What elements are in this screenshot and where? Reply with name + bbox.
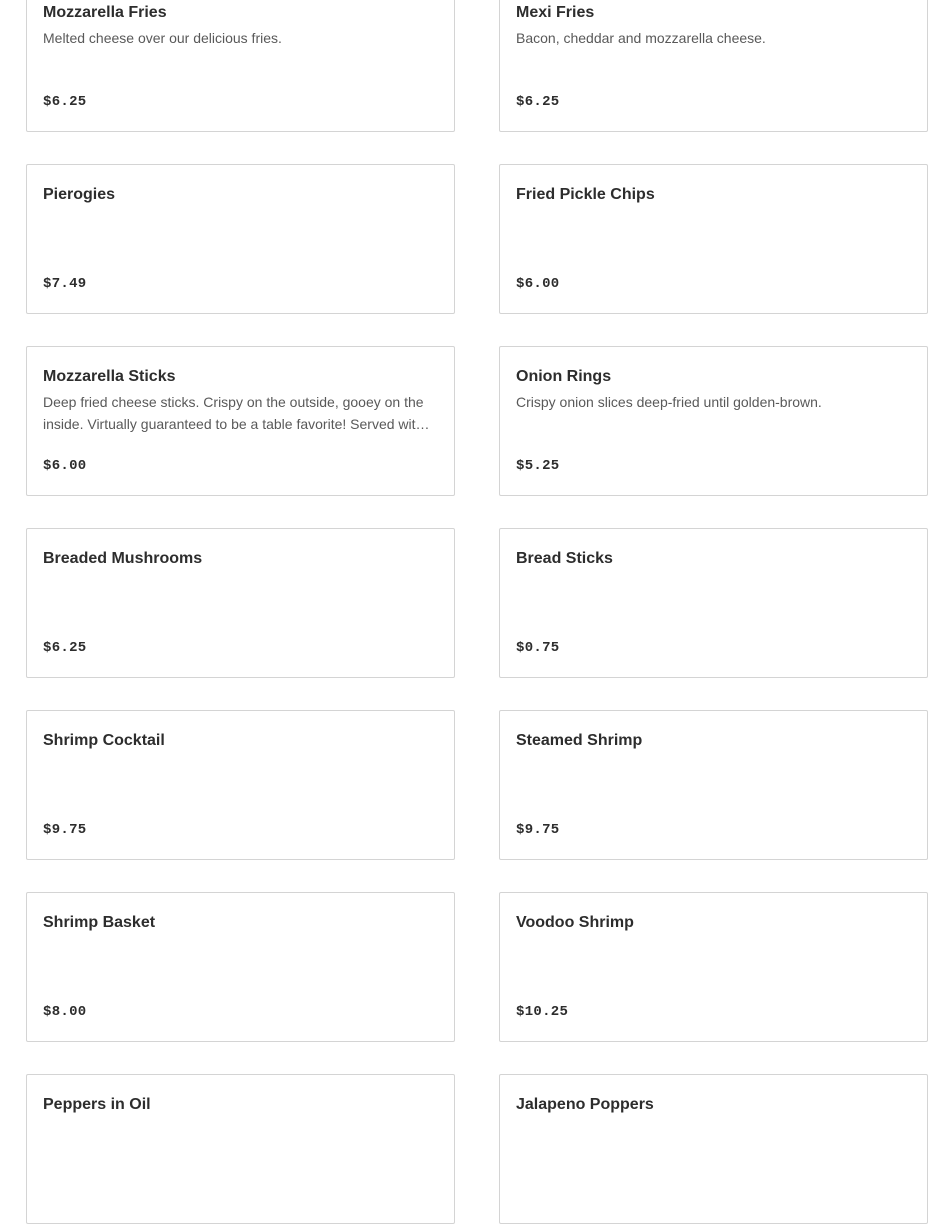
menu-item-card[interactable]: [499, 0, 928, 132]
menu-item-name: Mozzarella Fries: [43, 4, 167, 21]
menu-item-card[interactable]: [26, 710, 455, 860]
menu-item-card[interactable]: [499, 1074, 928, 1224]
menu-item-grid: [26, 0, 928, 1224]
menu-item-price: $0.75: [516, 640, 560, 656]
menu-item-price: $9.75: [516, 822, 560, 838]
menu-item-name: Shrimp Cocktail: [43, 732, 165, 749]
menu-item-price: $5.25: [516, 458, 560, 474]
menu-item-card[interactable]: [26, 346, 455, 496]
menu-item-price: $6.00: [43, 458, 87, 474]
menu-item-description: Bacon, cheddar and mozzarella cheese.: [516, 30, 766, 46]
menu-item-card[interactable]: [26, 1074, 455, 1224]
menu-item-name: Steamed Shrimp: [516, 732, 643, 749]
menu-item-price: $8.00: [43, 1004, 87, 1020]
menu-item-card[interactable]: [26, 892, 455, 1042]
menu-item-card[interactable]: [499, 164, 928, 314]
menu-item-card[interactable]: [26, 164, 455, 314]
menu-item-card[interactable]: [499, 528, 928, 678]
menu-item-name: Fried Pickle Chips: [516, 186, 655, 203]
menu-item-name: Onion Rings: [516, 368, 612, 385]
menu-item-price: $6.00: [516, 276, 560, 292]
menu-item-name: Voodoo Shrimp: [516, 914, 634, 931]
menu-item-name: Mozzarella Sticks: [43, 368, 176, 385]
menu-item-price: $9.75: [43, 822, 87, 838]
menu-item-name: Pierogies: [43, 186, 116, 203]
menu-item-price: $10.25: [516, 1004, 569, 1020]
menu-item-price: $6.25: [43, 94, 87, 110]
menu-item-name: Jalapeno Poppers: [516, 1096, 654, 1113]
menu-item-description: Deep fried cheese sticks. Crispy on the outside, gooey on the inside. Virtually guaranteed to be a table favorite! Served wit…: [43, 394, 430, 432]
menu-item-name: Mexi Fries: [516, 4, 595, 21]
menu-item-name: Breaded Mushrooms: [43, 550, 203, 567]
menu-item-price: $6.25: [516, 94, 560, 110]
menu-item-card[interactable]: [499, 346, 928, 496]
menu-item-card[interactable]: [499, 892, 928, 1042]
menu-item-name: Peppers in Oil: [43, 1096, 151, 1113]
menu-item-card[interactable]: [499, 710, 928, 860]
menu-item-name: Bread Sticks: [516, 550, 613, 567]
menu-item-description: Melted cheese over our delicious fries.: [43, 30, 282, 46]
menu-item-price: $6.25: [43, 640, 87, 656]
menu-item-card[interactable]: [26, 528, 455, 678]
menu-item-price: $7.49: [43, 276, 87, 292]
menu-item-name: Shrimp Basket: [43, 914, 156, 931]
menu-item-description: Crispy onion slices deep-fried until golden-brown.: [516, 394, 822, 410]
menu-item-card[interactable]: [26, 0, 455, 132]
